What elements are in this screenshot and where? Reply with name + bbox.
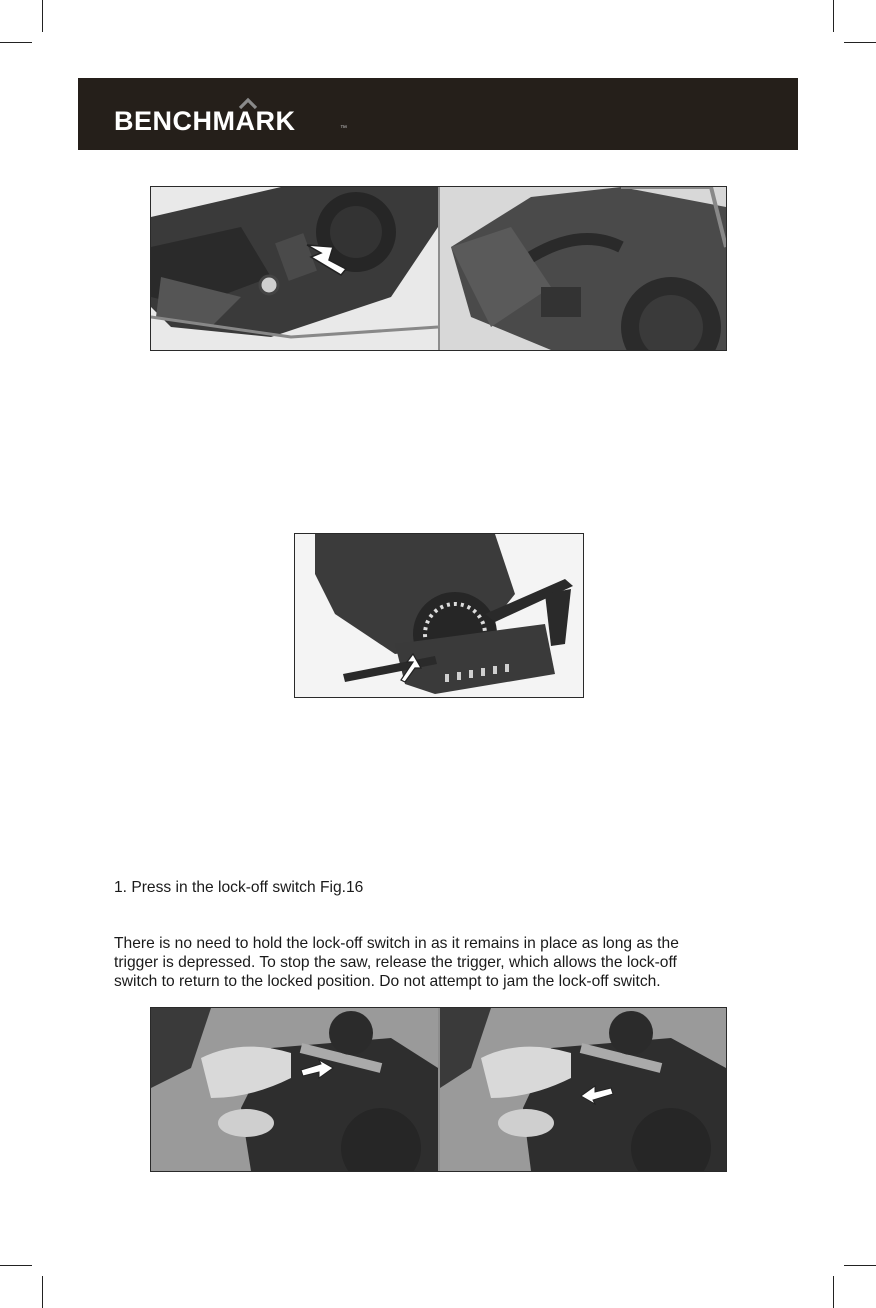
trigger-lock-off-photo-1 (151, 1008, 438, 1171)
middle-figure (294, 533, 584, 698)
crop-mark (42, 1276, 43, 1308)
crop-mark (844, 1265, 876, 1266)
logo-text: BENCHMARK (114, 106, 296, 136)
top-figure (150, 186, 727, 351)
blade-wrench-photo (295, 534, 583, 697)
crop-mark (833, 1276, 834, 1308)
instruction-paragraph (114, 934, 754, 991)
benchmark-logo (114, 92, 374, 136)
saw-body-closeup-photo (440, 187, 726, 350)
paragraph-line: switch to return to the locked position. Do not attempt to jam the lock-off switch. (114, 973, 661, 990)
crop-mark (844, 42, 876, 43)
header-bar (78, 78, 798, 150)
blade-guard-arrow-photo (151, 187, 438, 350)
bottom-figure (150, 1007, 727, 1172)
crop-mark (833, 0, 834, 32)
crop-mark (42, 0, 43, 32)
crop-mark (0, 42, 32, 43)
trigger-lock-off-photo-2 (440, 1008, 726, 1171)
paragraph-line: There is no need to hold the lock-off switch in as it remains in place as long as the (114, 935, 679, 952)
step-1-text: 1. Press in the lock-off switch Fig.16 (114, 879, 364, 896)
paragraph-line: trigger is depressed. To stop the saw, release the trigger, which allows the lock-off (114, 954, 677, 971)
crop-mark (0, 1265, 32, 1266)
logo-trademark: ™ (340, 125, 347, 132)
